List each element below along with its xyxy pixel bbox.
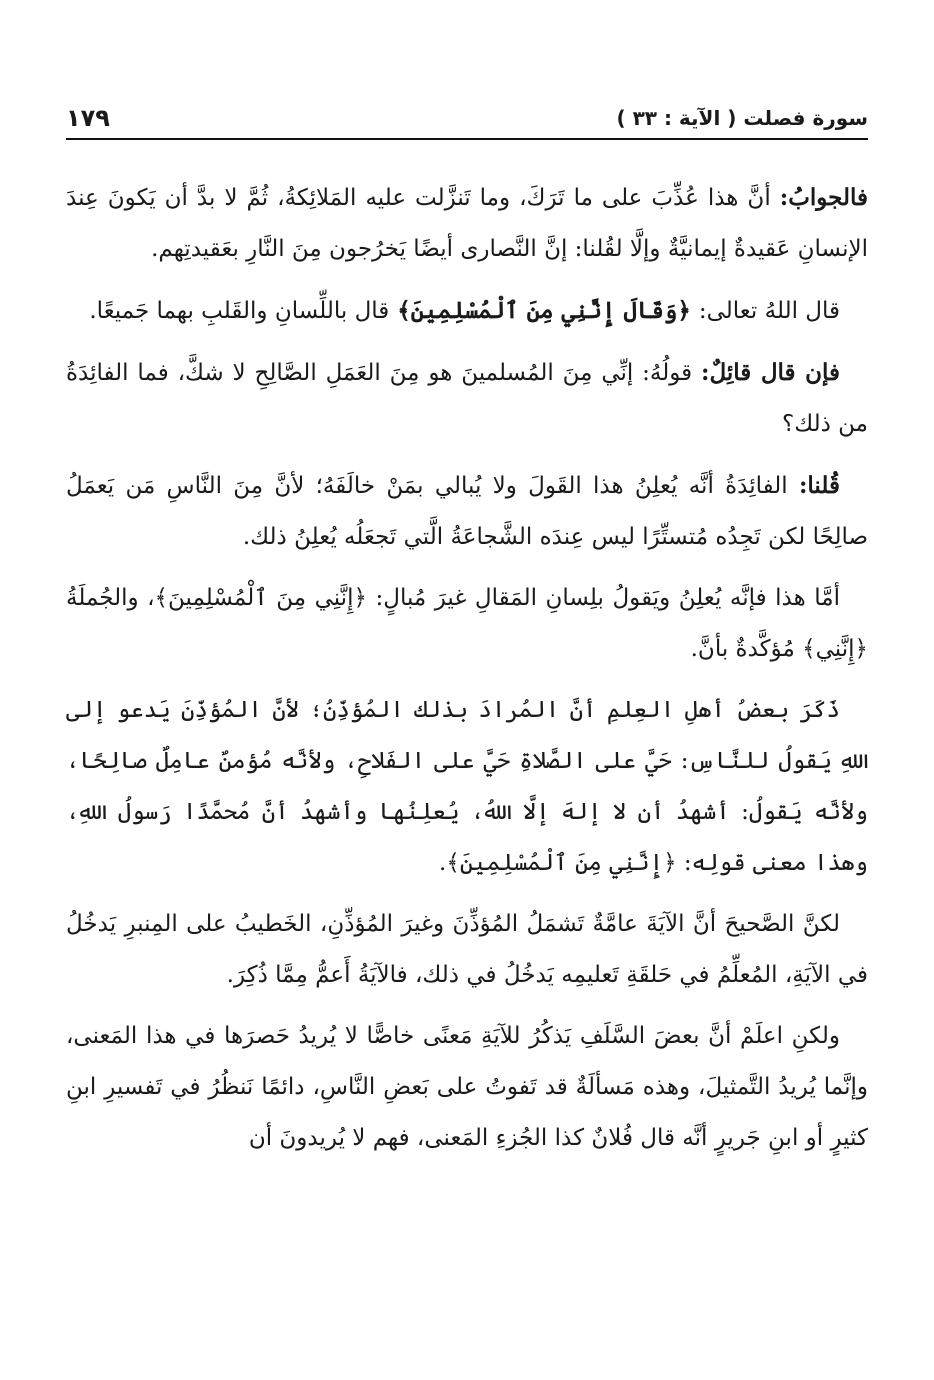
paragraph-text: الفائِدَةُ أنَّه يُعلِنُ هذا القَولَ ولا يُبالي بمَنْ خالَفَهُ؛ لأنَّ مِنَ النَّاسِ مَن يَعمَلُ صالِحًا لكن تَجِدُه مُتستِّرًا ليس عِندَه الشَّجاعَةُ الَّتي تَجعَلُه يُعلِنُ ذلك. bbox=[66, 473, 868, 550]
header-rule bbox=[66, 138, 868, 140]
paragraph-lead: فإن قال قائِلٌ: bbox=[700, 359, 841, 386]
paragraph-muezzin bbox=[66, 685, 868, 889]
paragraph-lead: قال اللهُ تعالى: bbox=[698, 298, 840, 324]
paragraph-text: قولُهُ: إنِّي مِنَ المُسلمينَ هو مِنَ العَمَلِ الصَّالِحِ لا شكَّ، فما الفائِدَةُ من ذلك؟ bbox=[66, 360, 868, 437]
paragraph-text: أنَّ هذا عُذِّبَ على ما تَرَكَ، وما تَنزَّلت عليه المَلائِكةُ، ثُمَّ لا بدَّ أن يَكونَ عِندَ الإنسانِ عَقيدةٌ إيمانيَّةٌ وإلَّا لقُلنا: إنَّ النَّصارى أيضًا يَخرُجون مِنَ النَّارِ بعَقيدتِهم. bbox=[66, 185, 868, 262]
page-header bbox=[66, 100, 868, 140]
paragraph-lead: فالجوابُ: bbox=[779, 184, 868, 211]
quran-quote: ﴿وَقَالَ إِنَّنِي مِنَ ٱلْمُسْلِمِينَ﴾ bbox=[389, 297, 699, 324]
paragraph-text: أمَّا هذا فإنَّه يُعلِنُ ويَقولُ بلِسانِ المَقالِ غيرَ مُبالٍ: ﴿إِنَّنِي مِنَ ٱلْمُسْلِمِينَ﴾، والجُملَةُ ﴿إِنَّنِي﴾ مُؤكَّدةٌ بأنَّ. bbox=[66, 585, 868, 662]
page-number: ١٧٩ bbox=[66, 104, 110, 132]
paragraph-lead: قُلنا: bbox=[798, 472, 840, 499]
paragraph-question bbox=[66, 347, 868, 450]
paragraph-text: ولكنِ اعلَمْ أنَّ بعضَ السَّلَفِ يَذكُرُ للآيَةِ مَعنًى خاصًّا لا يُريدُ حَصرَها في هذا المَعنى، وإنَّما يُريدُ التَّمثيلَ، وهذه مَسألَةٌ قد تَفوتُ على بَعضِ النَّاسِ، دائمًا نَنظُرُ في تَفسيرِ ابنِ كثيرٍ أو ابنِ جَريرٍ أنَّه قال فُلانٌ كذا الجُزءِ المَعنى، فهم لا يُريدونَ أن bbox=[66, 1023, 868, 1151]
main-text bbox=[66, 172, 868, 1174]
paragraph-general-meaning bbox=[66, 899, 868, 1001]
paragraph-reply bbox=[66, 460, 868, 563]
paragraph-salaf bbox=[66, 1011, 868, 1164]
paragraph-answer bbox=[66, 172, 868, 275]
paragraph-text: لكنَّ الصَّحيحَ أنَّ الآيَةَ عامَّةٌ تَشمَلُ المُؤذِّنَ وغيرَ المُؤذِّنِ، الخَطيبُ على المِنبرِ يَدخُلُ في الآيَةِ، المُعلِّمُ في حَلقَةِ تَعليمِه يَدخُلُ في ذلك، فالآيَةُ أَعمُّ مِمَّا ذُكِرَ. bbox=[66, 911, 868, 988]
paragraph-announcement bbox=[66, 573, 868, 675]
paragraph-text: ذَكَرَ بعضُ أهلِ العِلمِ أنَّ المُرادَ بذلك المُؤذِّنُ؛ لأنَّ المُؤذِّنَ يَدعو إلى اللهِ يَقولُ للنَّاسِ: حَيَّ على الصَّلاةِ حَيَّ على الفَلاحِ، ولأنَّه مُؤمنٌ عامِلٌ صالِحًا، ولأنَّه يَقولُ: أشهدُ أن لا إلهَ إلَّا اللهُ، يُعلِنُها وأشهدُ أنَّ مُحمَّدًا رَسولُ اللهِ، وهذا معنى قولِه: ﴿إِنَّنِي مِنَ ٱلْمُسْلِمِينَ﴾. bbox=[66, 697, 868, 876]
paragraph-verse-quote bbox=[66, 285, 868, 337]
running-title: سورة فصلت ( الآية : ٣٣ ) bbox=[616, 106, 868, 130]
paragraph-text: قال باللِّسانِ والقَلبِ بهما جَميعًا. bbox=[89, 298, 390, 324]
